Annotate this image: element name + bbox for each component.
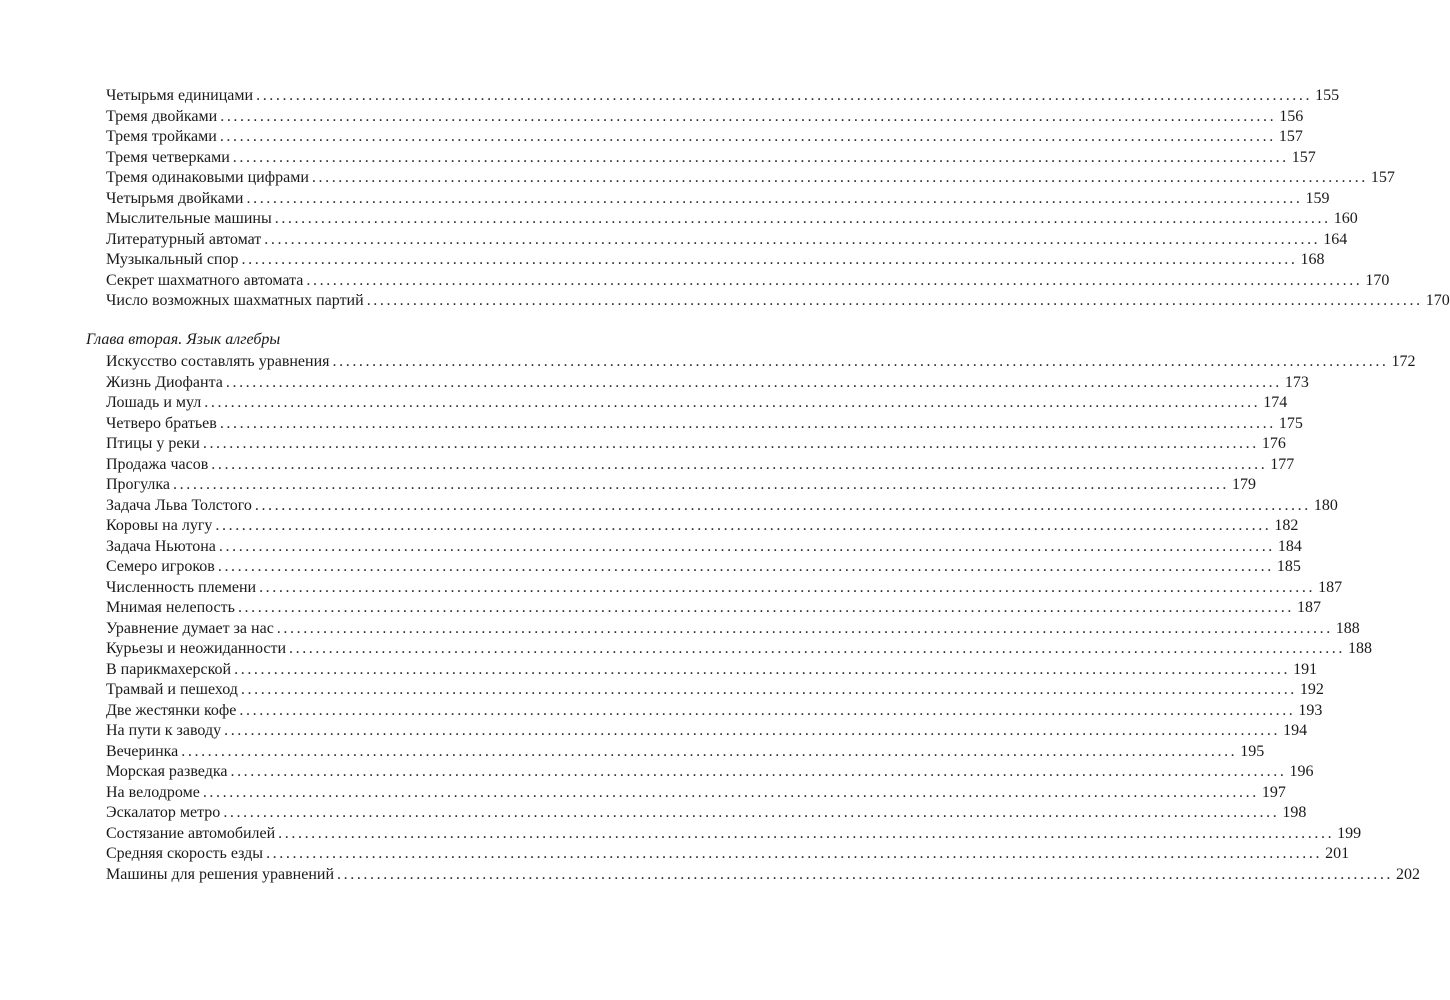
toc-entry-title: Число возможных шахматных партий bbox=[106, 292, 364, 309]
toc-entry bbox=[106, 168, 1395, 189]
toc-entry-title: Литературный автомат bbox=[106, 230, 262, 248]
toc-entry-title: Четырьмя двойками bbox=[106, 189, 244, 207]
toc-entry-page-number: 164 bbox=[1323, 230, 1348, 248]
toc-entry-page-number: 185 bbox=[1276, 558, 1301, 575]
toc-entry-page-number: 157 bbox=[1278, 128, 1303, 145]
toc-entry-title: Морская разведка bbox=[106, 763, 228, 780]
toc-entry-page-number: 168 bbox=[1300, 251, 1325, 268]
toc-entry-page-number: 160 bbox=[1333, 210, 1358, 227]
toc-entry-page-number: 198 bbox=[1282, 804, 1307, 821]
toc-entry-page-number: 175 bbox=[1278, 414, 1303, 432]
dot-leader: ................................................................................................................................................................ bbox=[234, 660, 1291, 678]
toc-entry-title: На пути к заводу bbox=[106, 722, 222, 739]
dot-leader: ................................................................................................................................................................ bbox=[217, 558, 1274, 575]
dot-leader: ................................................................................................................................................................ bbox=[276, 619, 1333, 637]
dot-leader: ................................................................................................................................................................ bbox=[215, 517, 1272, 534]
toc-entry-page-number: 188 bbox=[1335, 619, 1360, 637]
dot-leader: ................................................................................................................................................................ bbox=[274, 210, 1331, 227]
toc-entry bbox=[106, 844, 1350, 865]
toc-entry-title: Мыслительные машины bbox=[106, 210, 272, 227]
dot-leader: ................................................................................................................................................................ bbox=[306, 271, 1363, 289]
dot-leader: ................................................................................................................................................................ bbox=[240, 681, 1297, 698]
toc-entry bbox=[106, 496, 1338, 517]
toc-entry bbox=[106, 557, 1301, 578]
dot-leader: ................................................................................................................................................................ bbox=[204, 394, 1261, 411]
toc-entry bbox=[106, 721, 1308, 742]
toc-entry-title: Состязание автомобилей bbox=[106, 824, 276, 842]
toc-entry bbox=[106, 701, 1323, 722]
toc-entry bbox=[106, 271, 1390, 292]
dot-leader: ................................................................................................................................................................ bbox=[232, 148, 1289, 166]
toc-entry bbox=[106, 475, 1257, 496]
toc-entry-title: Жизнь Диофанта bbox=[106, 373, 223, 391]
toc-entry-title: Тремя одинаковыми цифрами bbox=[106, 169, 309, 186]
toc-entry-page-number: 157 bbox=[1291, 148, 1316, 166]
toc-entry-title: В парикмахерской bbox=[106, 660, 232, 678]
dot-leader: ................................................................................................................................................................ bbox=[246, 189, 1303, 207]
toc-entry bbox=[106, 865, 1421, 886]
toc-entry-page-number: 170 bbox=[1365, 271, 1390, 289]
toc-entry-page-number: 194 bbox=[1283, 722, 1308, 739]
dot-leader: ................................................................................................................................................................ bbox=[223, 804, 1280, 821]
dot-leader: ................................................................................................................................................................ bbox=[259, 578, 1316, 596]
toc-entry-title: Численность племени bbox=[106, 578, 257, 596]
toc-section-b bbox=[106, 352, 1421, 885]
toc-entry-page-number: 192 bbox=[1299, 681, 1324, 698]
toc-entry bbox=[106, 680, 1324, 701]
toc-entry bbox=[106, 86, 1340, 107]
toc-entry-title: Птицы у реки bbox=[106, 435, 200, 452]
toc-entry-title: Вечеринка bbox=[106, 742, 179, 760]
toc-entry-page-number: 155 bbox=[1315, 87, 1340, 104]
toc-entry bbox=[106, 803, 1307, 824]
dot-leader: ................................................................................................................................................................ bbox=[173, 476, 1230, 493]
toc-entry-page-number: 173 bbox=[1284, 373, 1309, 391]
toc-entry-page-number: 159 bbox=[1305, 189, 1330, 207]
toc-entry-page-number: 193 bbox=[1298, 701, 1323, 719]
toc-entry-page-number: 156 bbox=[1279, 107, 1304, 125]
toc-entry bbox=[106, 189, 1330, 210]
toc-entry-title: Четырьмя единицами bbox=[106, 87, 254, 104]
toc-entry-page-number: 197 bbox=[1261, 783, 1286, 801]
chapter-heading: Глава вторая. Язык алгебры bbox=[86, 331, 281, 348]
dot-leader: ................................................................................................................................................................ bbox=[311, 169, 1368, 186]
dot-leader: ................................................................................................................................................................ bbox=[264, 230, 1321, 248]
toc-entry-page-number: 195 bbox=[1240, 742, 1265, 760]
toc-entry-title: Задача Льва Толстого bbox=[106, 496, 252, 514]
toc-entry bbox=[106, 783, 1286, 804]
toc-entry bbox=[106, 762, 1314, 783]
dot-leader: ................................................................................................................................................................ bbox=[202, 435, 1259, 452]
toc-entry bbox=[106, 352, 1416, 373]
toc-entry bbox=[106, 455, 1295, 476]
dot-leader: ................................................................................................................................................................ bbox=[211, 455, 1268, 473]
toc-entry bbox=[106, 434, 1286, 455]
dot-leader: ................................................................................................................................................................ bbox=[220, 107, 1277, 125]
toc-entry-title: Уравнение думает за нас bbox=[106, 619, 274, 637]
toc-entry-page-number: 199 bbox=[1337, 824, 1362, 842]
toc-entry bbox=[106, 373, 1309, 394]
dot-leader: ................................................................................................................................................................ bbox=[218, 537, 1275, 555]
toc-entry-title: Трамвай и пешеход bbox=[106, 681, 238, 698]
dot-leader: ................................................................................................................................................................ bbox=[256, 87, 1313, 104]
toc-entry-title: Четверо братьев bbox=[106, 414, 217, 432]
toc-entry-page-number: 174 bbox=[1263, 394, 1288, 411]
toc-entry-page-number: 177 bbox=[1270, 455, 1295, 473]
toc-entry-page-number: 170 bbox=[1425, 292, 1450, 309]
toc-entry-page-number: 191 bbox=[1293, 660, 1318, 678]
toc-entry bbox=[106, 230, 1348, 251]
toc-entry-page-number: 182 bbox=[1274, 517, 1299, 534]
toc-entry-title: Средняя скорость езды bbox=[106, 845, 264, 862]
toc-entry-title: Тремя четверками bbox=[106, 148, 230, 166]
toc-entry-page-number: 184 bbox=[1277, 537, 1302, 555]
dot-leader: ................................................................................................................................................................ bbox=[224, 722, 1281, 739]
dot-leader: ................................................................................................................................................................ bbox=[202, 783, 1259, 801]
toc-entry-title: Эскалатор метро bbox=[106, 804, 221, 821]
toc-entry-page-number: 202 bbox=[1396, 865, 1421, 883]
dot-leader: ................................................................................................................................................................ bbox=[366, 292, 1423, 309]
toc-entry bbox=[106, 250, 1325, 271]
toc-entry-page-number: 187 bbox=[1318, 578, 1343, 596]
toc-entry-title: Лошадь и мул bbox=[106, 394, 202, 411]
toc-entry bbox=[106, 414, 1303, 435]
toc-entry-page-number: 176 bbox=[1261, 435, 1286, 452]
toc-entry-title: Две жестянки кофе bbox=[106, 701, 237, 719]
dot-leader: ................................................................................................................................................................ bbox=[239, 701, 1296, 719]
toc-entry-page-number: 157 bbox=[1370, 169, 1395, 186]
toc-entry bbox=[106, 291, 1450, 312]
dot-leader: ................................................................................................................................................................ bbox=[332, 353, 1389, 370]
toc-entry-title: Машины для решения уравнений bbox=[106, 865, 335, 883]
dot-leader: ................................................................................................................................................................ bbox=[266, 845, 1323, 862]
dot-leader: ................................................................................................................................................................ bbox=[237, 599, 1294, 616]
toc-entry-page-number: 196 bbox=[1289, 763, 1314, 780]
toc-entry bbox=[106, 148, 1316, 169]
toc-entry bbox=[106, 107, 1304, 128]
toc-entry-title: Семеро игроков bbox=[106, 558, 215, 575]
dot-leader: ................................................................................................................................................................ bbox=[254, 496, 1311, 514]
toc-entry bbox=[106, 209, 1358, 230]
toc-entry bbox=[106, 639, 1372, 660]
dot-leader: ................................................................................................................................................................ bbox=[225, 373, 1282, 391]
toc-entry bbox=[106, 127, 1303, 148]
toc-entry bbox=[106, 516, 1299, 537]
toc-entry-page-number: 179 bbox=[1232, 476, 1257, 493]
toc-entry-title: Продажа часов bbox=[106, 455, 209, 473]
toc-entry-page-number: 180 bbox=[1313, 496, 1338, 514]
toc-entry bbox=[106, 824, 1362, 845]
toc-entry-title: Задача Ньютона bbox=[106, 537, 216, 555]
toc-entry-title: Тремя двойками bbox=[106, 107, 218, 125]
toc-entry-title: На велодроме bbox=[106, 783, 200, 801]
toc-entry bbox=[106, 598, 1321, 619]
toc-entry-title: Музыкальный спор bbox=[106, 251, 239, 268]
toc-entry bbox=[106, 742, 1265, 763]
dot-leader: ................................................................................................................................................................ bbox=[230, 763, 1287, 780]
toc-entry-page-number: 172 bbox=[1391, 353, 1416, 370]
toc-entry-title: Секрет шахматного автомата bbox=[106, 271, 304, 289]
toc-entry-page-number: 188 bbox=[1348, 640, 1372, 657]
toc-entry bbox=[106, 660, 1318, 681]
dot-leader: ................................................................................................................................................................ bbox=[289, 640, 1345, 657]
toc-entry-title: Прогулка bbox=[106, 476, 171, 493]
toc-entry-page-number: 187 bbox=[1296, 599, 1321, 616]
toc-entry bbox=[106, 393, 1288, 414]
dot-leader: ................................................................................................................................................................ bbox=[278, 824, 1335, 842]
dot-leader: ................................................................................................................................................................ bbox=[241, 251, 1298, 268]
toc-entry-title: Курьезы и неожиданности bbox=[106, 640, 286, 657]
toc-entry-page-number: 201 bbox=[1325, 845, 1350, 862]
toc-entry bbox=[106, 537, 1302, 558]
toc-entry bbox=[106, 578, 1343, 599]
toc-entry-title: Мнимая нелепость bbox=[106, 599, 235, 616]
dot-leader: ................................................................................................................................................................ bbox=[219, 414, 1276, 432]
dot-leader: ................................................................................................................................................................ bbox=[181, 742, 1238, 760]
dot-leader: ................................................................................................................................................................ bbox=[337, 865, 1394, 883]
toc-entry bbox=[106, 619, 1360, 640]
toc-entry-title: Коровы на лугу bbox=[106, 517, 213, 534]
toc-entry-title: Искусство составлять уравнения bbox=[106, 353, 330, 370]
dot-leader: ................................................................................................................................................................ bbox=[219, 128, 1276, 145]
toc-section-a bbox=[106, 86, 1450, 312]
toc-entry-title: Тремя тройками bbox=[106, 128, 217, 145]
